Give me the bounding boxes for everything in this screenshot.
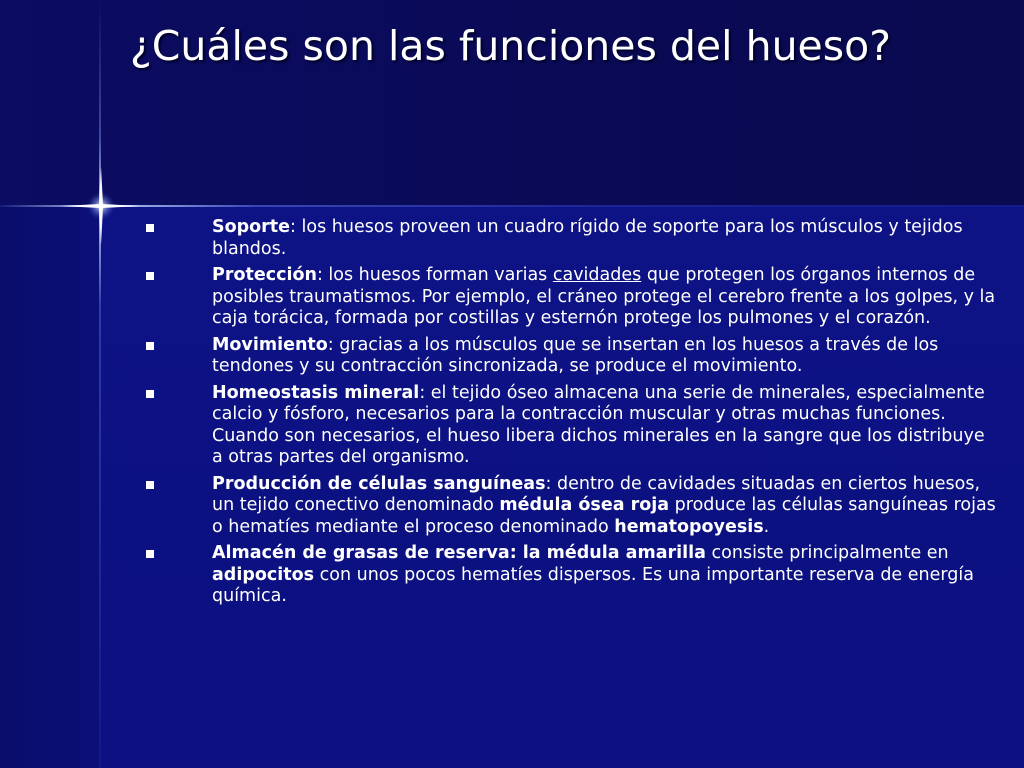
square-bullet-icon — [146, 550, 154, 558]
vertical-accent-line — [99, 0, 101, 768]
item-heading: Homeostasis mineral — [212, 382, 420, 403]
list-item-text — [212, 543, 1000, 608]
item-heading: Producción de células sanguíneas — [212, 473, 546, 494]
item-separator: : — [316, 265, 329, 285]
item-body-continued: que protegen los órganos internos de posibles traumatismos. Por ejemplo, el cráneo protege el cerebro frente a los golpes, y la caja torácica, formada por costillas y esternón protege los pulmones y el corazón. — [212, 265, 996, 328]
square-bullet-icon — [146, 390, 154, 398]
item-separator: : — [545, 473, 557, 494]
list-item-text — [212, 335, 1000, 378]
list-item-text — [212, 383, 1000, 469]
list-item-soporte — [140, 217, 1000, 260]
item-heading: Movimiento — [212, 334, 328, 355]
item-heading: Almacén de grasas de reserva: la médula amarilla — [212, 543, 706, 563]
list-item-produccion — [140, 474, 1000, 539]
item-bold-term: médula ósea roja — [499, 495, 670, 515]
item-body: consiste principalmente en — [705, 543, 949, 563]
horizontal-accent-line — [0, 205, 1024, 207]
item-body-continued: con unos pocos hematíes dispersos. Es una importante reserva de energía química. — [212, 564, 974, 606]
item-heading: Protección — [212, 265, 317, 285]
cavidades-link[interactable]: cavidades — [552, 265, 642, 285]
item-body: dentro de cavidades situadas en ciertos huesos, un tejido conectivo denominado — [212, 473, 981, 515]
item-separator: : — [290, 217, 302, 237]
item-body: los huesos proveen un cuadro rígido de soporte para los músculos y tejidos blandos. — [212, 217, 963, 259]
list-item-text — [212, 474, 1000, 539]
item-body: gracias a los músculos que se insertan en los huesos a través de los tendones y su contracción sincronizada, se produce el movimiento. — [212, 334, 939, 376]
list-item-almacen — [140, 543, 1000, 608]
item-body-end: . — [763, 516, 770, 537]
square-bullet-icon — [146, 481, 154, 489]
item-separator: : — [327, 334, 340, 355]
left-band — [0, 205, 100, 768]
list-item-movimiento — [140, 335, 1000, 378]
item-bold-term: adipocitos — [212, 564, 315, 585]
item-bold-term: hematopoyesis — [614, 516, 764, 537]
item-heading: Soporte — [212, 217, 291, 237]
page-title: ¿Cuáles son las funciones del hueso? — [130, 22, 891, 70]
item-body-continued: produce las células sanguíneas rojas o hematíes mediante el proceso denominado — [212, 495, 996, 537]
list-item-text — [212, 217, 1000, 260]
functions-list — [140, 217, 1000, 613]
list-item-text — [212, 265, 1000, 330]
square-bullet-icon — [146, 342, 154, 350]
item-body: los huesos forman varias — [328, 265, 553, 285]
item-body: el tejido óseo almacena una serie de minerales, especialmente calcio y fósforo, necesarios para la contracción muscular y otras muchas funciones. Cuando son necesarios, el hueso libera dichos minerales en la sangre que los distribuye a otras partes del organismo. — [212, 382, 985, 467]
list-item-homeostasis — [140, 383, 1000, 469]
square-bullet-icon — [146, 272, 154, 280]
square-bullet-icon — [146, 224, 154, 232]
item-separator: : — [419, 382, 431, 403]
list-item-proteccion — [140, 265, 1000, 330]
